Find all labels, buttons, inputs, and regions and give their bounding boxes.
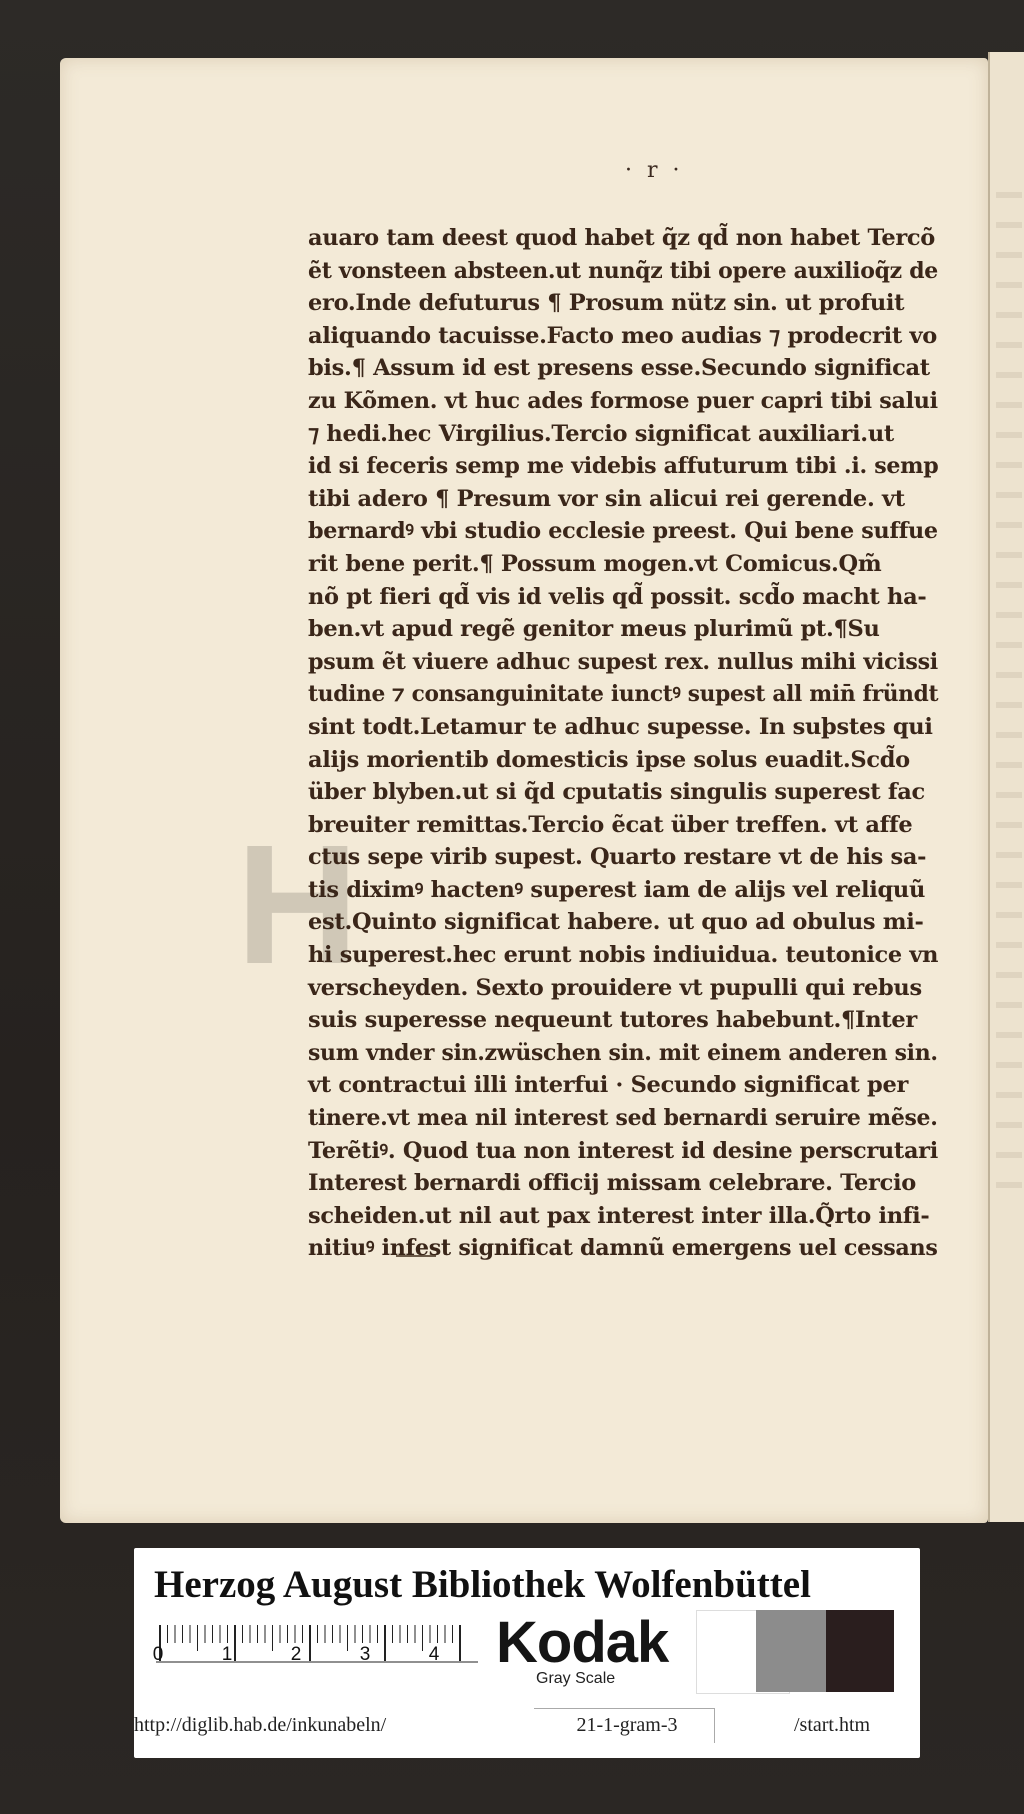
ruler-number-1: 1 bbox=[221, 1644, 233, 1665]
text-line: ctus sepe virib supest. Quarto restare vt de his sa- bbox=[308, 844, 927, 871]
ruler-number-2: 2 bbox=[290, 1644, 302, 1665]
text-line: ero.Inde defuturus ¶ Prosum nütz sin. ut profuit bbox=[308, 290, 905, 317]
text-line: sint todt.Letamur te adhuc supesse. In suþstes qui bbox=[308, 713, 933, 740]
text-line: sum vnder sin.zwüschen sin. mit einem anderen sin. bbox=[308, 1039, 938, 1066]
text-line: zu Kõmen. vt huc ades formose puer capri tibi salui bbox=[308, 387, 938, 414]
text-line: über blyben.ut si q̃d cputatis singulis superest fac bbox=[308, 779, 925, 806]
text-line: Terẽtiꝰ. Quod tua non interest id desine perscrutari bbox=[308, 1137, 938, 1164]
shelfmark: 21-1-gram-3 bbox=[576, 1714, 678, 1736]
text-line: est.Quinto significat habere. ut quo ad obulus mi- bbox=[308, 909, 924, 936]
text-line: suis superesse nequeunt tutores habebunt.¶Inter bbox=[308, 1007, 917, 1034]
text-line: ẽt vonsteen absteen.ut nunq̃z tibi opere auxilioq̃z de bbox=[308, 257, 938, 284]
text-line: nitiuꝰ infest significat damnũ emergens uel cessans bbox=[308, 1235, 938, 1262]
facing-page-edge bbox=[988, 52, 1024, 1522]
incunable-text-block bbox=[308, 222, 938, 1265]
text-line: vt contractui illi interfui · Secundo significat per bbox=[308, 1072, 909, 1099]
gray-scale-label: Gray Scale bbox=[536, 1670, 616, 1687]
text-line: hi superest.hec erunt nobis indiuidua. teutonice vn bbox=[308, 942, 939, 969]
url-prefix: http://diglib.hab.de/inkunabeln/ bbox=[134, 1714, 387, 1736]
text-line: ben.vt apud regẽ genitor meus plurimũ pt.¶Su bbox=[308, 616, 880, 643]
ruler-number-3: 3 bbox=[359, 1644, 371, 1665]
ruler-number-0: 0 bbox=[152, 1644, 164, 1665]
text-line: Interest bernardi officij missam celebrare. Tercio bbox=[308, 1170, 916, 1197]
text-line: alijs morientib domesticis ipse solus euadit.Scd̃o bbox=[308, 746, 910, 773]
watermark: H bbox=[236, 810, 351, 1000]
text-line: tudine ⁊ consanguinitate iunctꝰ supest all min̄ fründt bbox=[308, 681, 939, 708]
facing-page-bleed bbox=[996, 192, 1022, 1192]
url-suffix: /start.htm bbox=[794, 1714, 871, 1736]
text-line: auaro tam deest quod habet q̃z qd̃ non habet Tercõ bbox=[308, 225, 936, 251]
text-line: bernardꝰ vbi studio ecclesie preest. Qui bene suffue bbox=[308, 518, 938, 545]
kodak-logo: Kodak bbox=[496, 1610, 669, 1675]
text-line: scheiden.ut nil aut pax interest inter illa.Q̃rto infi- bbox=[308, 1202, 930, 1229]
text-line: id si feceris semp me videbis affuturum tibi .i. semp bbox=[308, 453, 939, 480]
text-line: verscheyden. Sexto prouidere vt pupulli qui rebus bbox=[308, 974, 922, 1001]
text-line: tibi adero ¶ Presum vor sin alicui rei gerende. vt bbox=[308, 485, 905, 512]
text-line: aliquando tacuisse.Facto meo audias ⁊ prodecrit vo bbox=[308, 322, 937, 349]
text-line: tinere.vt mea nil interest sed bernardi seruire mẽse. bbox=[308, 1105, 938, 1132]
text-line: tis diximꝰ hactenꝰ superest iam de alijs vel reliquũ bbox=[308, 876, 926, 903]
text-line: bis.¶ Assum id est presens esse.Secundo significat bbox=[308, 355, 930, 382]
black-swatch bbox=[826, 1610, 894, 1692]
gray-swatch bbox=[756, 1610, 826, 1692]
signature-mark: · r · bbox=[625, 158, 684, 183]
library-title: Herzog August Bibliothek Wolfenbüttel bbox=[154, 1563, 811, 1606]
ruler-number-4: 4 bbox=[428, 1644, 440, 1665]
text-line: ⁊ hedi.hec Virgilius.Tercio significat auxiliari.ut bbox=[308, 420, 894, 447]
text-line: rit bene perit.¶ Possum mogen.vt Comicus.Qm̃ bbox=[308, 550, 882, 577]
text-line: psum ẽt viuere adhuc supest rex. nullus mihi vicissi bbox=[308, 648, 938, 675]
color-calibration-card bbox=[134, 1548, 920, 1758]
text-line: nõ pt fieri qd̃ vis id velis qd̃ possit. scd̃o macht ha- bbox=[308, 583, 927, 610]
text-line: breuiter remittas.Tercio ẽcat über treffen. vt affe bbox=[308, 811, 913, 838]
